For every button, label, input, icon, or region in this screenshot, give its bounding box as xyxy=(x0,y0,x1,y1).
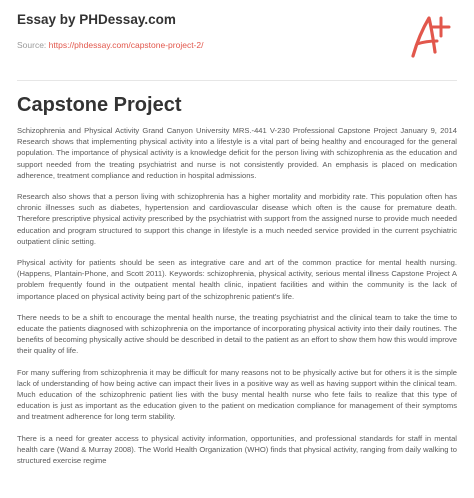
brand-name: Essay by PHDessay.com xyxy=(17,12,176,27)
paragraph: There needs to be a shift to encourage the mental health nurse, the treating psychiatrist and the clinical team to take the time to educate the patients diagnosed with schizophrenia on the importance of incorporating physical activity into their daily routines. The benefits of becoming physically active should be described in detail to the patient as an effort to show them how this would improve their quality of life. xyxy=(17,312,457,356)
paragraph: Schizophrenia and Physical Activity Grand Canyon University MRS.-441 V-230 Professional Capstone Project January 9, 2014 Research shows that implementing physical activity into a lifestyle is a vital part of being healthy and encouraged for the general population. The importance of physical activity is a knowledge deficit for the person living with schizophrenia as the education and support needed from the treating psychiatrist and nurse is not consistently provided. An emphasis is placed on medication adherence, treatment compliance and reduction in hospital admissions. xyxy=(17,126,457,180)
paragraph: There is a need for greater access to physical activity information, opportunities, and professional standards for staff in mental health care (Wand & Murray 2008). The World Health Organization (WHO) finds that physical activity, ranging from daily walking to structured exercise regime xyxy=(17,433,457,466)
essay-body xyxy=(17,125,457,476)
source-label: Source: xyxy=(17,40,47,50)
paragraph: Research also shows that a person living with schizophrenia has a higher mortality and morbidity rate. This population often has chronic illnesses such as diabetes, hypertension and cardiovascular disease which often is the cause for premature death. Therefore prescriptive physical activity prescribed by the psychiatrist with support from the assigned nurse to provide much needed education and program structured to support this change in lifestyle is a much needed service provided in the current psychiatric outpatient clinic setting. xyxy=(17,192,457,246)
paragraph: For many suffering from schizophrenia it may be difficult for many reasons not to be physically active but for others it is the simple lack of understanding of how being active can impact their lives in a positive way as well as having support within the clinical team. Much education of the schizophrenic patient lies with the busy mental health nurse who fete fails to realize that this type of education is just as important as the education given to the patient on medication compliance for management of their symptoms and treatment adherence for long term stability. xyxy=(17,367,457,422)
source-link[interactable]: https://phdessay.com/capstone-project-2/ xyxy=(48,40,204,50)
header-divider xyxy=(17,80,457,81)
page-title: Capstone Project xyxy=(17,94,182,116)
page-header xyxy=(17,12,457,72)
source-line xyxy=(17,40,203,50)
paragraph: Physical activity for patients should be seen as integrative care and art of the common practice for mental health nursing. (Happens, Plantain-Phone, and Scott 2011). Keywords: schizophrenia, physical activity, serious mental illness Capstone Project A problem frequently found in the outpatient mental health clinic, inpatient facilities and within the community is the lack of importance placed on physical activity being part of the schizophrenic patient's life. xyxy=(17,258,457,301)
a-plus-logo-icon xyxy=(407,12,453,62)
